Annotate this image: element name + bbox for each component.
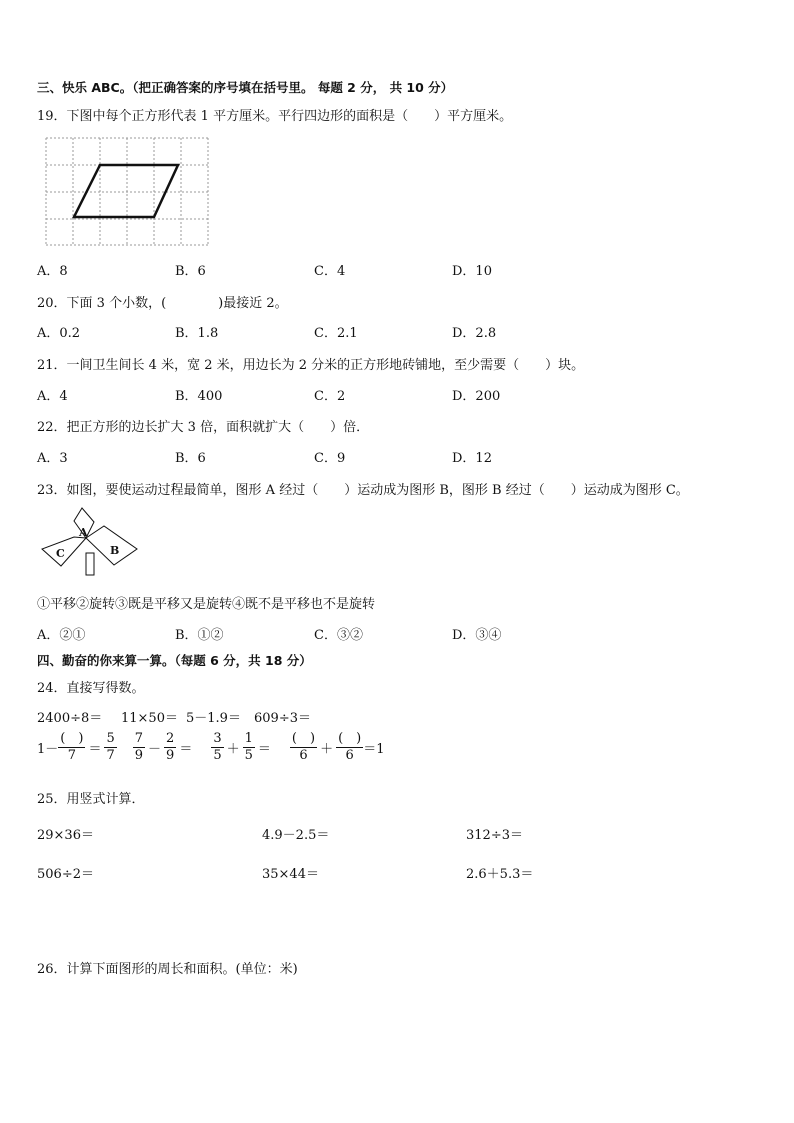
q25-expr-4: 506÷2＝ (37, 867, 94, 882)
q22-option-d[interactable]: D．12 (452, 451, 492, 466)
q24-expr-4: 609÷3＝ (254, 711, 311, 726)
question-26: 26．计算下面图形的周长和面积。(单位：米) (37, 962, 298, 977)
fraction (104, 731, 116, 765)
fraction-numerator: 3 (211, 731, 223, 748)
label-c: C (56, 547, 65, 560)
fraction (336, 731, 363, 765)
q19-option-a[interactable]: A．8 (37, 264, 68, 279)
q23-option-c[interactable]: C．③② (314, 628, 363, 643)
fraction-denominator: 9 (166, 748, 175, 764)
fraction-numerator[interactable]: ( ) (58, 731, 85, 748)
fraction-denominator: 9 (134, 748, 144, 764)
q19-option-c[interactable]: C．4 (314, 264, 346, 279)
q23-choices-line: ①平移②旋转③既是平移又是旋转④既不是平移也不是旋转 (37, 597, 376, 612)
fraction-numerator: 7 (133, 731, 145, 748)
q21-option-a[interactable]: A．4 (37, 389, 68, 404)
fraction-denominator: 7 (106, 748, 115, 764)
q22-option-c[interactable]: C．9 (314, 451, 346, 466)
fraction (133, 731, 145, 765)
q23-option-a[interactable]: A．②① (37, 628, 86, 643)
q25-expr-5: 35×44＝ (262, 867, 319, 882)
question-19: 19．下图中每个正方形代表 1 平方厘米。平行四边形的面积是（ ）平方厘米。 (37, 109, 513, 124)
q24-expr-2: 11×50＝ (121, 711, 178, 726)
question-21: 21．一间卫生间长 4 米，宽 2 米，用边长为 2 分米的正方形地砖铺地，至少需要（ ）块。 (37, 358, 585, 373)
q20-option-a[interactable]: A．0.2 (37, 326, 81, 341)
q23-option-b[interactable]: B．①② (175, 628, 224, 643)
plus-sign: ＋ (320, 742, 334, 758)
fraction-numerator: 5 (104, 731, 116, 748)
q24-expr-1: 2400÷8＝ (37, 711, 103, 726)
fraction-denominator: 6 (345, 748, 354, 764)
question-23: 23．如图，要使运动过程最简单，图形 A 经过（ ）运动成为图形 B，图形 B 经过（ ）运动成为图形 C。 (37, 483, 689, 498)
fraction (164, 731, 176, 765)
q20-option-c[interactable]: C．2.1 (314, 326, 358, 341)
grid-parallelogram-figure (44, 136, 212, 248)
section-4-title: 四、勤奋的你来算一算。（每题 6 分，共 18 分） (37, 653, 312, 668)
question-20: 20．下面 3 个小数，( )最接近 2。 (37, 296, 288, 311)
q19-option-b[interactable]: B．6 (175, 264, 206, 279)
fraction-numerator: 2 (164, 731, 176, 748)
base-rectangle (86, 553, 94, 575)
equals-sign: ＝ (179, 742, 193, 758)
q22-option-a[interactable]: A．3 (37, 451, 68, 466)
fraction-denominator: 6 (299, 748, 308, 764)
fraction-numerator[interactable]: ( ) (336, 731, 363, 748)
fraction (58, 731, 85, 765)
q20-option-b[interactable]: B．1.8 (175, 326, 219, 341)
question-25: 25．用竖式计算． (37, 792, 145, 807)
section-3-title: 三、快乐 ABC。（把正确答案的序号填在括号里。 每题 2 分， 共 10 分） (37, 80, 454, 95)
q23-option-d[interactable]: D．③④ (452, 628, 502, 643)
plus-sign: ＋ (226, 742, 240, 758)
equals-sign: ＝ (88, 742, 102, 758)
minus-sign: － (148, 742, 162, 758)
label-b: B (110, 544, 120, 557)
fraction-numerator[interactable]: ( ) (290, 731, 317, 748)
q19-option-d[interactable]: D．10 (452, 264, 492, 279)
equals-one: ＝1 (363, 742, 385, 758)
q25-expr-3: 312÷3＝ (466, 828, 523, 843)
question-22: 22．把正方形的边长扩大 3 倍，面积就扩大（ ）倍． (37, 420, 370, 435)
q24-frac-expr-1-prefix: 1－ (37, 742, 59, 758)
q22-option-b[interactable]: B．6 (175, 451, 206, 466)
fraction-numerator: 1 (243, 731, 255, 748)
fraction (211, 731, 223, 765)
q21-option-d[interactable]: D．200 (452, 389, 501, 404)
label-a: A (79, 526, 88, 539)
q25-expr-6: 2.6＋5.3＝ (466, 867, 534, 882)
fraction-denominator: 5 (244, 748, 253, 764)
q25-expr-1: 29×36＝ (37, 828, 94, 843)
rotation-shapes-figure (38, 506, 142, 580)
parallelogram-shape (74, 165, 178, 217)
q24-fraction-row (37, 731, 385, 765)
fraction-denominator: 5 (213, 748, 222, 764)
fraction (290, 731, 317, 765)
q21-option-b[interactable]: B．400 (175, 389, 223, 404)
fraction (243, 731, 255, 765)
q20-option-d[interactable]: D．2.8 (452, 326, 497, 341)
q21-option-c[interactable]: C．2 (314, 389, 346, 404)
fraction-denominator: 7 (67, 748, 76, 764)
q25-expr-2: 4.9－2.5＝ (262, 828, 330, 843)
q24-expr-3: 5－1.9＝ (186, 711, 241, 726)
question-24: 24．直接写得数。 (37, 681, 145, 696)
equals-sign: ＝ (257, 742, 271, 758)
